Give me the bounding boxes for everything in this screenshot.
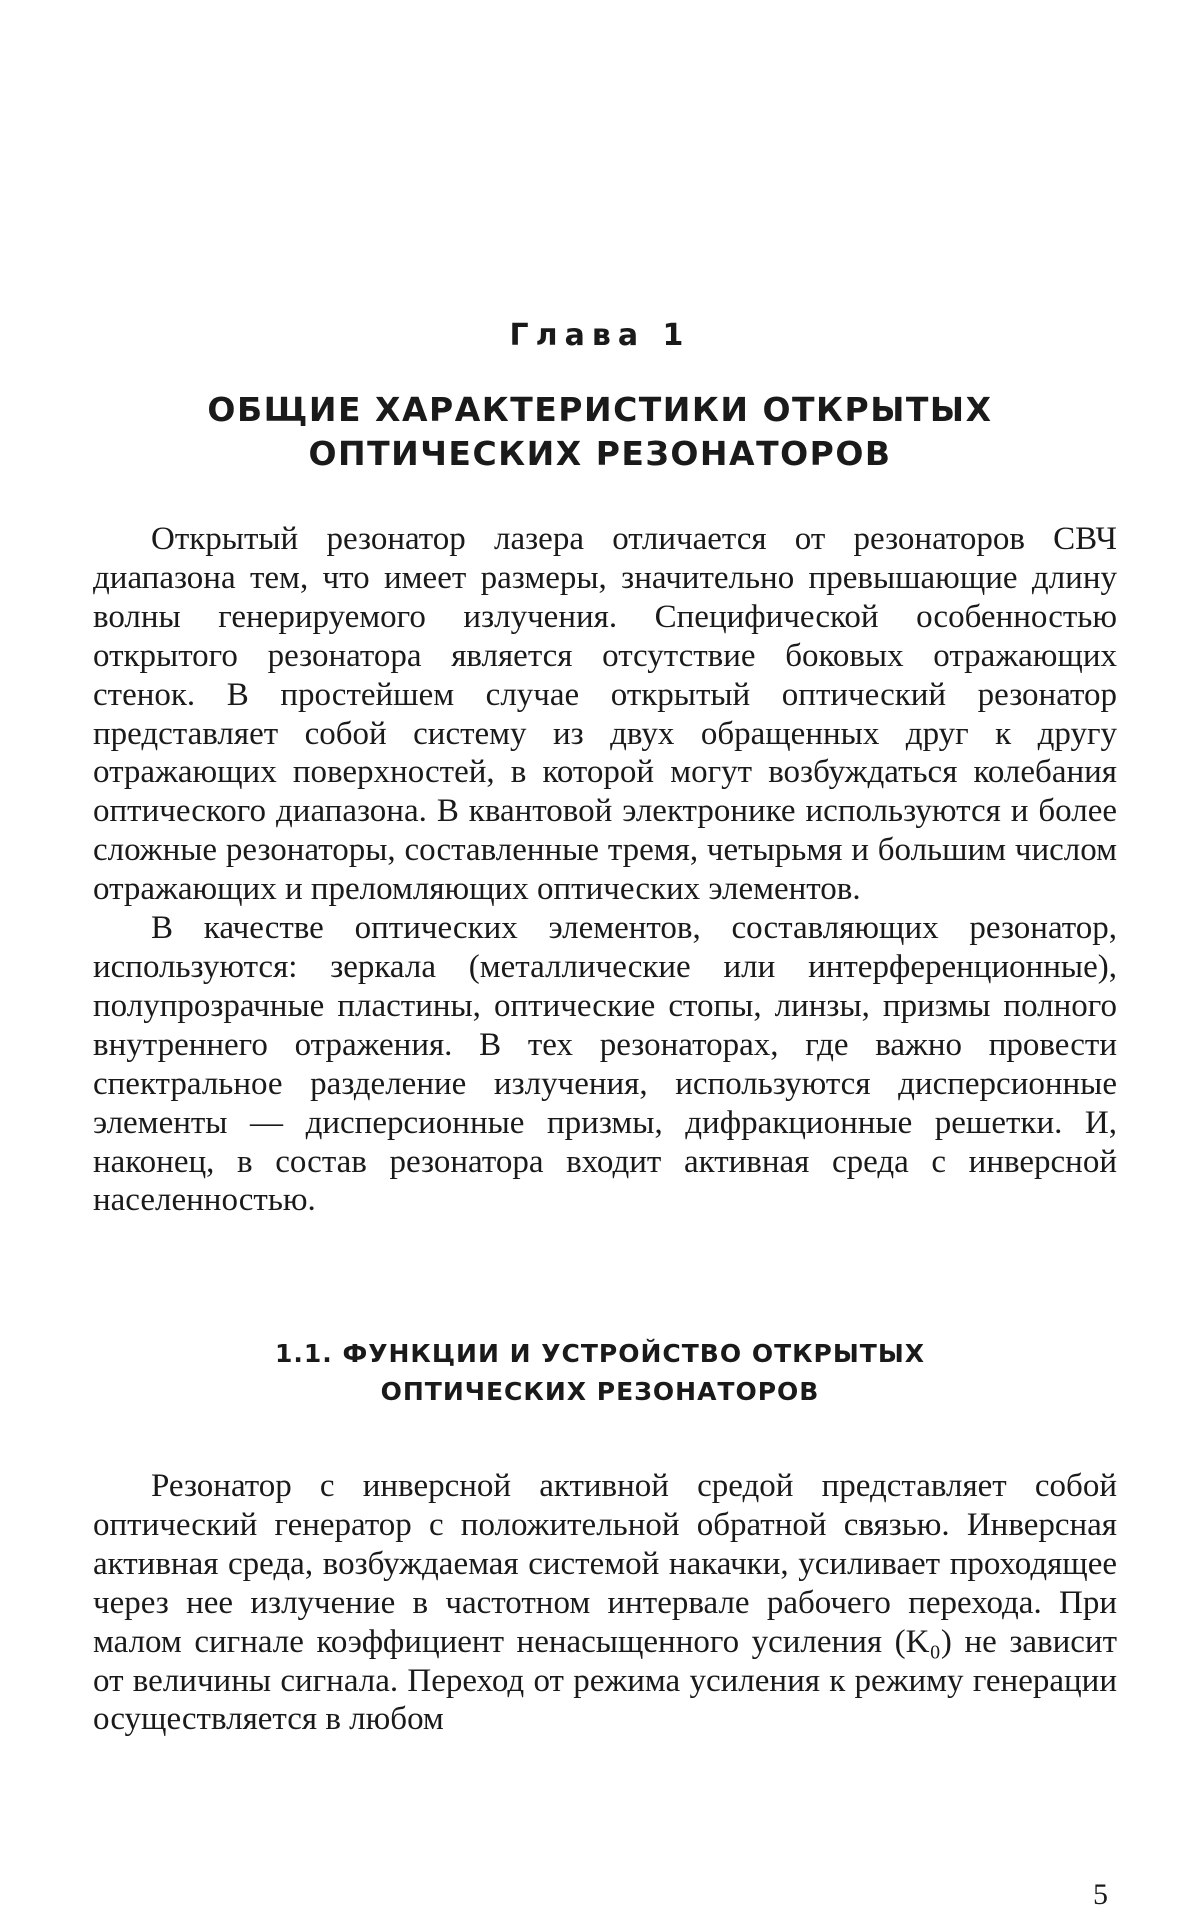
paragraph: Открытый резонатор лазера отличается от резонаторов СВЧ диапазона тем, что имеет размеры, значительно превышающие длину волны генерируемого излучения. Специфической особенностью открытого резонатора является отсутствие боковых отражающих стенок. В простейшем случае открытый оптический резонатор представляет собой систему из двух обращенных друг к другу отражающих поверхностей, в которой могут возбуждаться колебания оптического диапазона. В квантовой электронике используются и более сложные резонаторы, составленные тремя, четырьмя и большим числом отражающих и преломляющих оптических элементов. [93,521,1117,908]
chapter-title-line: ОБЩИЕ ХАРАКТЕРИСТИКИ ОТКРЫТЫХ [207,390,993,429]
paragraph: Резонатор с инверсной активной средой представляет собой оптический генератор с положительной обратной связью. Инверсная активная среда, возбуждаемая системой накачки, усиливает проходящее через нее излучение в частотном интервале рабочего перехода. При малом сигнале коэффициент ненасыщенного усиления (K₀) не зависит от величины сигнала. Переход от режима усиления к режиму генерации осуществляется в любом [93,1468,1117,1738]
section-text [93,1467,1117,1739]
section-title [0,1335,1200,1411]
chapter-title-line: ОПТИЧЕСКИХ РЕЗОНАТОРОВ [308,434,892,473]
intro-text [93,520,1117,1220]
page-number: 5 [1093,1878,1108,1911]
section-title-line: ОПТИЧЕСКИХ РЕЗОНАТОРОВ [380,1377,820,1406]
paragraph: В качестве оптических элементов, составляющих резонатор, используются: зеркала (металлические или интерференционные), полупрозрачные пластины, оптические стопы, линзы, призмы полного внутреннего отражения. В тех резонаторах, где важно провести спектральное разделение излучения, используются дисперсионные элементы — дисперсионные призмы, дифракционные решетки. И, наконец, в состав резонатора входит активная среда с инверсной населенностью. [93,910,1117,1219]
chapter-title [0,388,1200,476]
chapter-label: Глава 1 [509,318,691,353]
section-title-line: 1.1. ФУНКЦИИ И УСТРОЙСТВО ОТКРЫТЫХ [274,1339,926,1368]
